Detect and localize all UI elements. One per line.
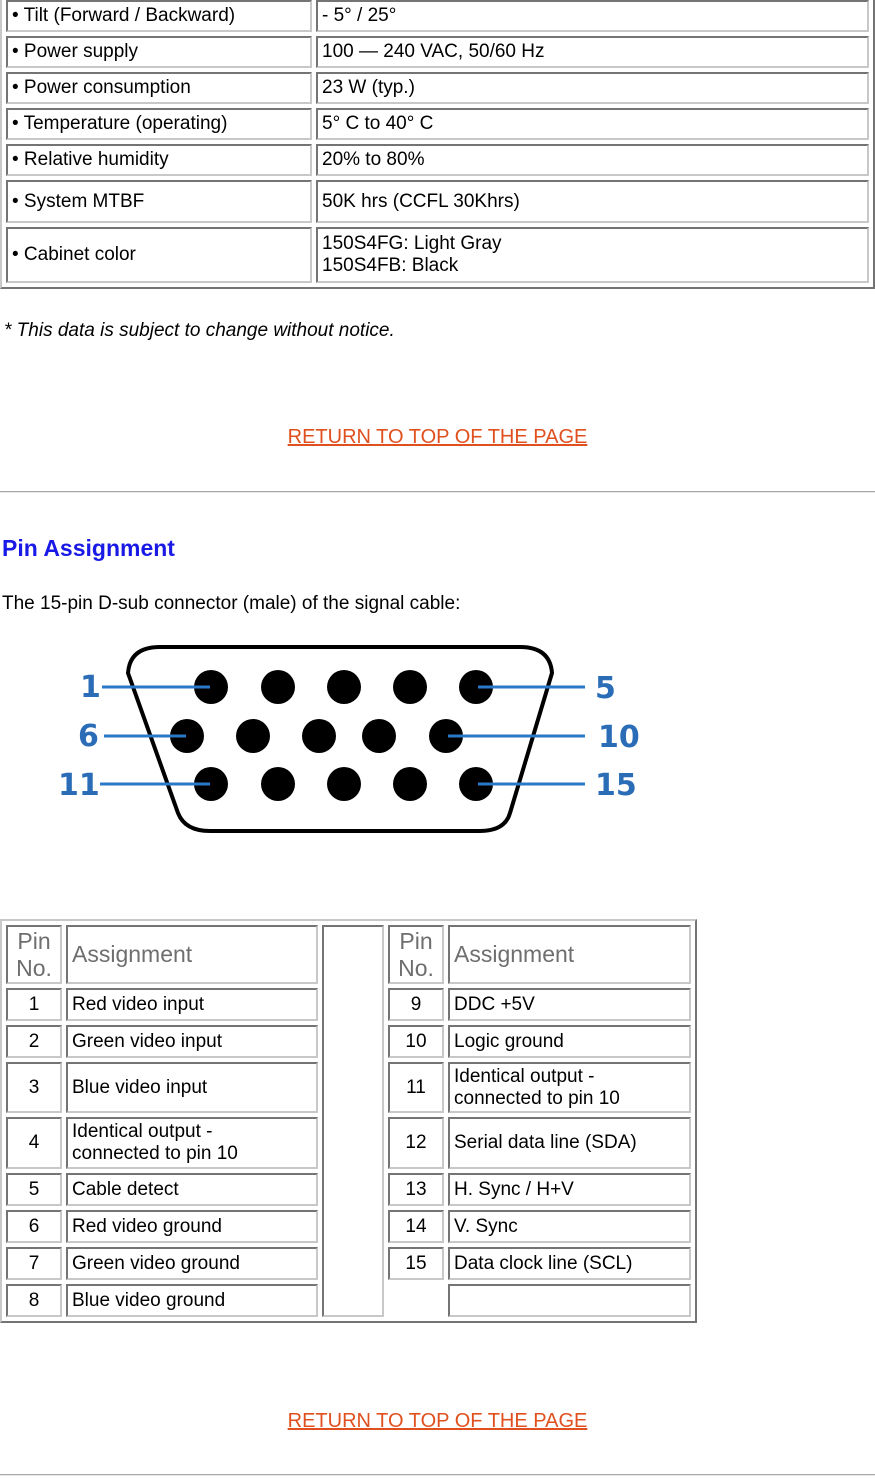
spec-label: • Tilt (Forward / Backward) (6, 0, 312, 32)
spec-label: • Power consumption (6, 72, 312, 104)
pin-assignment-line: Identical output - (454, 1065, 595, 1087)
pin-assignment: Blue video ground (66, 1284, 318, 1317)
pin-assignment: Red video input (66, 988, 318, 1021)
section-title: Pin Assignment (2, 535, 175, 561)
pin-dot (261, 670, 295, 704)
pin-number: 4 (6, 1117, 62, 1169)
pin-number: 15 (388, 1247, 444, 1280)
spec-row (6, 72, 869, 104)
pin-number: 7 (6, 1247, 62, 1280)
pin-dot (327, 670, 361, 704)
header-assignment: Assignment (66, 925, 318, 984)
spec-value: 20% to 80% (316, 144, 869, 176)
pin-assignment-line: connected to pin 10 (72, 1143, 238, 1164)
pin-assignment: Cable detect (66, 1173, 318, 1206)
spec-row (6, 0, 869, 32)
spec-value-line: 150S4FB: Black (322, 255, 459, 276)
pin-assignment: Blue video input (66, 1062, 318, 1113)
spec-row (6, 108, 869, 140)
spec-row (6, 144, 869, 176)
header-pin-line: Pin (17, 927, 51, 954)
pin-number: 5 (6, 1173, 62, 1206)
pin-label-15: 15 (595, 768, 637, 803)
pin-label-11: 11 (58, 768, 100, 803)
spec-label: • Temperature (operating) (6, 108, 312, 140)
spec-value: - 5° / 25° (316, 0, 869, 32)
pin-assignment: Serial data line (SDA) (448, 1117, 691, 1169)
pin-assignment: DDC +5V (448, 988, 691, 1021)
empty-pin-cell (388, 1284, 444, 1317)
spec-label: • Relative humidity (6, 144, 312, 176)
intro-text: The 15-pin D-sub connector (male) of the signal cable: (2, 593, 461, 614)
dsub-connector-illustration (50, 635, 650, 835)
pin-dot (302, 719, 336, 753)
return-to-top-link[interactable]: RETURN TO TOP OF THE PAGE (287, 1410, 588, 1432)
pin-number: 9 (388, 988, 444, 1021)
pin-assignment: H. Sync / H+V (448, 1173, 691, 1206)
spec-label: • Power supply (6, 36, 312, 68)
pin-number: 6 (6, 1210, 62, 1243)
pin-number: 2 (6, 1025, 62, 1058)
spec-row (6, 36, 869, 68)
spec-label: • System MTBF (6, 180, 312, 223)
spec-value (316, 227, 869, 283)
pin-assignment (448, 1062, 691, 1113)
spec-value: 23 W (typ.) (316, 72, 869, 104)
pin-assignment-line: Identical output - (72, 1121, 213, 1142)
table-header-row (6, 925, 691, 984)
pin-number: 12 (388, 1117, 444, 1169)
pin-dot (261, 767, 295, 801)
pin-dot (393, 670, 427, 704)
pin-assignment: Data clock line (SCL) (448, 1247, 691, 1280)
pin-dot (362, 719, 396, 753)
pin-dot (236, 719, 270, 753)
pin-label-6: 6 (78, 719, 99, 754)
spec-label: • Cabinet color (6, 227, 312, 283)
pin-label-1: 1 (80, 670, 101, 705)
pin-label-5: 5 (595, 671, 616, 706)
divider (0, 491, 875, 493)
pin-number: 14 (388, 1210, 444, 1243)
pin-assignment: Logic ground (448, 1025, 691, 1058)
disclaimer-note: * This data is subject to change without notice. (4, 320, 395, 341)
pin-number: 1 (6, 988, 62, 1021)
pin-assignment: Red video ground (66, 1210, 318, 1243)
spec-value: 50K hrs (CCFL 30Khrs) (316, 180, 869, 223)
pin-label-10: 10 (598, 720, 640, 755)
pin-assignment: V. Sync (448, 1210, 691, 1243)
pin-dot (393, 767, 427, 801)
pin-assignment-table (0, 919, 697, 1323)
pin-number: 3 (6, 1062, 62, 1113)
pin-number: 8 (6, 1284, 62, 1317)
header-pin-no (388, 925, 444, 984)
pin-number: 11 (388, 1062, 444, 1113)
spec-row (6, 180, 869, 223)
header-pin-line: No. (16, 954, 52, 981)
spec-value-line: 150S4FG: Light Gray (322, 233, 502, 254)
spec-value: 100 — 240 VAC, 50/60 Hz (316, 36, 869, 68)
pin-number: 13 (388, 1173, 444, 1206)
spec-table (0, 0, 875, 289)
spec-row (6, 227, 869, 283)
divider (0, 1474, 875, 1476)
pin-assignment (66, 1117, 318, 1169)
header-pin-line: Pin (399, 927, 433, 954)
pin-assignment-line: connected to pin 10 (454, 1087, 620, 1109)
header-pin-line: No. (398, 954, 434, 981)
spec-value: 5° C to 40° C (316, 108, 869, 140)
pin-number: 10 (388, 1025, 444, 1058)
header-assignment: Assignment (448, 925, 691, 984)
empty-assignment-cell (448, 1284, 691, 1317)
table-spacer-column (322, 925, 384, 1317)
pin-dot (327, 767, 361, 801)
pin-assignment: Green video input (66, 1025, 318, 1058)
return-to-top-link[interactable]: RETURN TO TOP OF THE PAGE (287, 426, 588, 448)
header-pin-no (6, 925, 62, 984)
pin-assignment: Green video ground (66, 1247, 318, 1280)
